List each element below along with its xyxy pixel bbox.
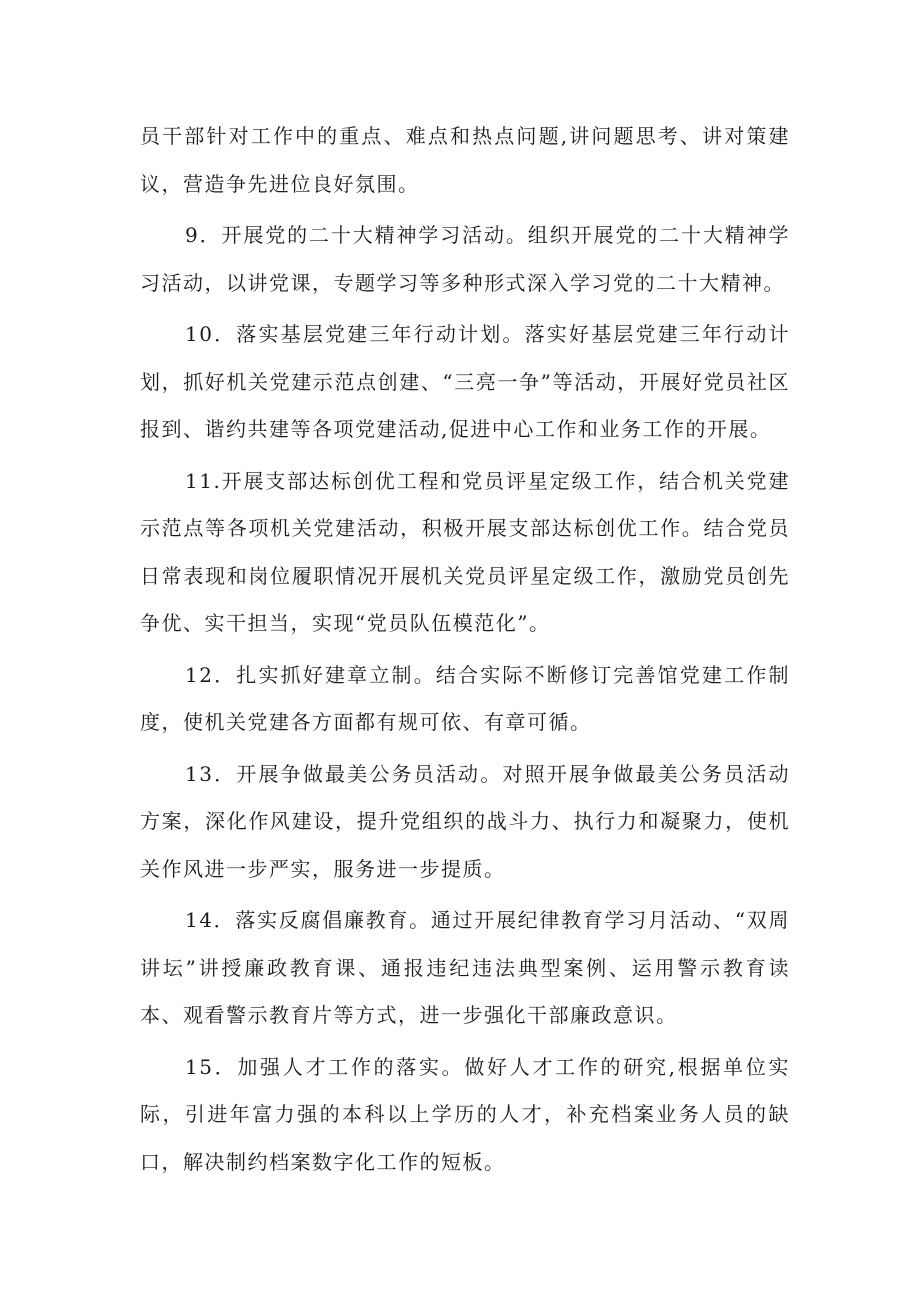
- paragraph-item-14: 14．落实反腐倡廉教育。通过开展纪律教育学习月活动、“双周讲坛”讲授廉政教育课、通报违纪违法典型案例、运用警示教育读本、观看警示教育片等方式，进一步强化干部廉政意识。: [140, 908, 790, 1027]
- paragraph-continuation: 员干部针对工作中的重点、难点和热点问题,讲问题思考、讲对策建议，营造争先进位良好氛围。: [140, 124, 790, 196]
- paragraph-item-9: 9．开展党的二十大精神学习活动。组织开展党的二十大精神学习活动，以讲党课，专题学习等多种形式深入学习党的二十大精神。: [140, 223, 790, 295]
- paragraph-item-15: 15．加强人才工作的落实。做好人才工作的研究,根据单位实际，引进年富力强的本科以上学历的人才，补充档案业务人员的缺口，解决制约档案数字化工作的短板。: [140, 1054, 790, 1174]
- paragraph-item-13: 13．开展争做最美公务员活动。对照开展争做最美公务员活动方案，深化作风建设，提升党组织的战斗力、执行力和凝聚力，使机关作风进一步严实，服务进一步提质。: [140, 761, 790, 881]
- document-page: [140, 113, 790, 1190]
- paragraph-item-10: 10．落实基层党建三年行动计划。落实好基层党建三年行动计划，抓好机关党建示范点创建、“三亮一争”等活动，开展好党员社区报到、谐约共建等各项党建活动,促进中心工作和业务工作的开展。: [140, 322, 790, 441]
- paragraph-item-11: 11.开展支部达标创优工程和党员评星定级工作，结合机关党建示范点等各项机关党建活动，积极开展支部达标创优工作。结合党员日常表现和岗位履职情况开展机关党员评星定级工作，激励党员创先争优、实干担当，实现“党员队伍模范化”。: [140, 468, 790, 635]
- paragraph-item-12: 12．扎实抓好建章立制。结合实际不断修订完善馆党建工作制度，使机关党建各方面都有规可依、有章可循。: [140, 662, 790, 734]
